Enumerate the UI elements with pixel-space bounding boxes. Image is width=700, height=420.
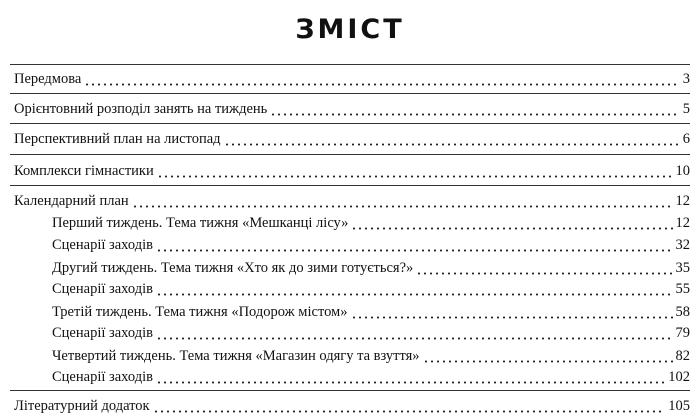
toc-entry-label: Перший тиждень. Тема тижня «Мешканці лісу» bbox=[52, 215, 349, 231]
dot-leader bbox=[423, 347, 673, 363]
toc-entry-label: Четвертий тиждень. Тема тижня «Магазин одягу та взуття» bbox=[52, 348, 420, 364]
divider bbox=[10, 185, 690, 186]
toc-subentry-week-4 bbox=[52, 345, 690, 365]
toc-entry-page: 12 bbox=[675, 215, 690, 231]
toc-entry-literary-appendix bbox=[14, 395, 690, 415]
toc-entry-label: Сценарії заходів bbox=[52, 369, 153, 385]
dot-leader bbox=[156, 324, 673, 340]
toc-entry-calendar-plan bbox=[14, 190, 690, 210]
toc-entry-label: Третій тиждень. Тема тижня «Подорож містом» bbox=[52, 304, 348, 320]
page-title: ЗМІСТ bbox=[295, 14, 405, 45]
dot-leader bbox=[156, 368, 665, 384]
toc-entry-perspective-plan bbox=[14, 128, 690, 148]
toc-entry-page: 3 bbox=[682, 71, 690, 87]
toc-entry-page: 55 bbox=[675, 281, 690, 297]
dot-leader bbox=[351, 303, 673, 319]
toc-entry-label: Комплекси гімнастики bbox=[14, 163, 154, 179]
toc-entry-label: Календарний план bbox=[14, 193, 129, 209]
toc-entry-page: 5 bbox=[682, 101, 690, 117]
toc-subentry-scenarios-4 bbox=[52, 366, 690, 386]
toc-entry-label: Сценарії заходів bbox=[52, 237, 153, 253]
toc-entry-page: 105 bbox=[668, 398, 690, 414]
dot-leader bbox=[153, 397, 666, 413]
toc-entry-label: Сценарії заходів bbox=[52, 281, 153, 297]
toc-entry-label: Сценарії заходів bbox=[52, 325, 153, 341]
toc-subentry-scenarios-1 bbox=[52, 234, 690, 254]
dot-leader bbox=[270, 100, 679, 116]
toc-entry-page: 82 bbox=[675, 348, 690, 364]
dot-leader bbox=[224, 130, 680, 146]
toc-entry-label: Передмова bbox=[14, 71, 82, 87]
divider bbox=[10, 390, 690, 391]
toc-subentry-week-1 bbox=[52, 212, 690, 232]
toc-entry-label: Орієнтовний розподіл занять на тиждень bbox=[14, 101, 268, 117]
toc-entry-foreword bbox=[14, 68, 690, 88]
toc-entry-weekly-distribution bbox=[14, 98, 690, 118]
toc-entry-page: 58 bbox=[675, 304, 690, 320]
toc-entry-gymnastics bbox=[14, 160, 690, 180]
toc-subentry-week-3 bbox=[52, 301, 690, 321]
toc-entry-label: Перспективний план на листопад bbox=[14, 131, 221, 147]
divider bbox=[10, 64, 690, 65]
toc-subentry-week-2 bbox=[52, 257, 690, 277]
dot-leader bbox=[416, 259, 672, 275]
toc-entry-page: 6 bbox=[682, 131, 690, 147]
toc-entry-page: 35 bbox=[675, 260, 690, 276]
toc-entry-label: Другий тиждень. Тема тижня «Хто як до зими готується?» bbox=[52, 260, 414, 276]
toc-entry-label: Літературний додаток bbox=[14, 398, 150, 414]
toc-entry-page: 10 bbox=[675, 163, 690, 179]
dot-leader bbox=[156, 236, 673, 252]
toc-subentry-scenarios-3 bbox=[52, 322, 690, 342]
divider bbox=[10, 123, 690, 124]
dot-leader bbox=[132, 192, 673, 208]
dot-leader bbox=[157, 162, 673, 178]
dot-leader bbox=[156, 280, 673, 296]
toc-subentry-scenarios-2 bbox=[52, 278, 690, 298]
toc-entry-page: 32 bbox=[675, 237, 690, 253]
divider bbox=[10, 154, 690, 155]
dot-leader bbox=[351, 214, 672, 230]
divider bbox=[10, 93, 690, 94]
toc-entry-page: 79 bbox=[675, 325, 690, 341]
toc-entry-page: 12 bbox=[675, 193, 690, 209]
toc-entry-page: 102 bbox=[668, 369, 690, 385]
dot-leader bbox=[84, 70, 679, 86]
